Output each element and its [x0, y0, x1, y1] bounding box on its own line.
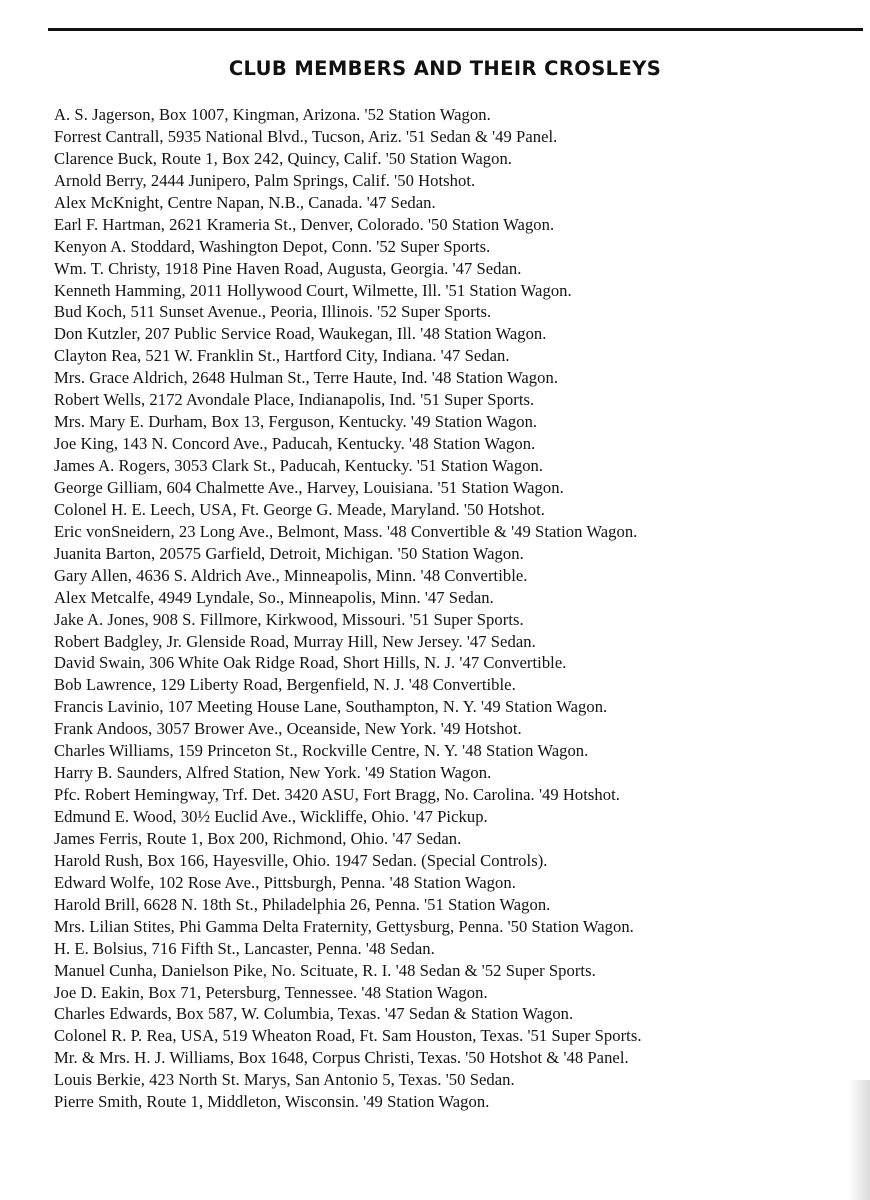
member-entry: Louis Berkie, 423 North St. Marys, San Antonio 5, Texas. '50 Sedan. [54, 1070, 515, 1090]
member-entry: Mrs. Lilian Stites, Phi Gamma Delta Fraternity, Gettysburg, Penna. '50 Station Wagon. [54, 916, 634, 936]
member-entry: Francis Lavinio, 107 Meeting House Lane, Southampton, N. Y. '49 Station Wagon. [54, 697, 608, 717]
member-entry: Frank Andoos, 3057 Brower Ave., Oceanside, New York. '49 Hotshot. [54, 719, 522, 739]
member-entry: Kenyon A. Stoddard, Washington Depot, Conn. '52 Super Sports. [54, 236, 491, 256]
member-entry: Juanita Barton, 20575 Garfield, Detroit, Michigan. '50 Station Wagon. [54, 543, 524, 563]
member-entry: A. S. Jagerson, Box 1007, Kingman, Arizona. '52 Station Wagon. [54, 105, 491, 124]
member-entry: James Ferris, Route 1, Box 200, Richmond, Ohio. '47 Sedan. [54, 828, 462, 848]
member-entry: Mrs. Mary E. Durham, Box 13, Ferguson, Kentucky. '49 Station Wagon. [54, 412, 538, 432]
member-entry: Bob Lawrence, 129 Liberty Road, Bergenfield, N. J. '48 Convertible. [54, 675, 516, 695]
member-entry: Charles Edwards, Box 587, W. Columbia, Texas. '47 Sedan & Station Wagon. [54, 1004, 574, 1024]
member-entry: Arnold Berry, 2444 Junipero, Palm Springs, Calif. '50 Hotshot. [54, 170, 476, 190]
member-entry: Pierre Smith, Route 1, Middleton, Wisconsin. '49 Station Wagon. [54, 1092, 490, 1112]
member-entry: Mr. & Mrs. H. J. Williams, Box 1648, Corpus Christi, Texas. '50 Hotshot & '48 Panel. [54, 1048, 629, 1068]
member-list [54, 104, 864, 1113]
member-entry: Kenneth Hamming, 2011 Hollywood Court, Wilmette, Ill. '51 Station Wagon. [54, 280, 572, 300]
member-entry: Clarence Buck, Route 1, Box 242, Quincy, Calif. '50 Station Wagon. [54, 148, 512, 168]
member-entry: David Swain, 306 White Oak Ridge Road, Short Hills, N. J. '47 Convertible. [54, 653, 567, 673]
member-entry: Charles Williams, 159 Princeton St., Rockville Centre, N. Y. '48 Station Wagon. [54, 741, 589, 761]
member-entry: Edmund E. Wood, 30½ Euclid Ave., Wickliffe, Ohio. '47 Pickup. [54, 807, 488, 826]
member-entry: Jake A. Jones, 908 S. Fillmore, Kirkwood, Missouri. '51 Super Sports. [54, 609, 524, 629]
page-title: CLUB MEMBERS AND THEIR CROSLEYS [228, 57, 662, 80]
member-entry: Wm. T. Christy, 1918 Pine Haven Road, Augusta, Georgia. '47 Sedan. [54, 258, 522, 278]
member-entry: Eric vonSneidern, 23 Long Ave., Belmont, Mass. '48 Convertible & '49 Station Wagon. [54, 521, 638, 541]
member-entry: Bud Koch, 511 Sunset Avenue., Peoria, Illinois. '52 Super Sports. [54, 302, 492, 322]
member-entry: Joe King, 143 N. Concord Ave., Paducah, Kentucky. '48 Station Wagon. [54, 434, 536, 454]
member-entry: Harry B. Saunders, Alfred Station, New York. '49 Station Wagon. [54, 763, 492, 783]
member-entry: Colonel H. E. Leech, USA, Ft. George G. Meade, Maryland. '50 Hotshot. [54, 499, 545, 519]
member-entry: Earl F. Hartman, 2621 Krameria St., Denver, Colorado. '50 Station Wagon. [54, 214, 555, 234]
member-entry: James A. Rogers, 3053 Clark St., Paducah, Kentucky. '51 Station Wagon. [54, 456, 544, 475]
member-entry: Don Kutzler, 207 Public Service Road, Waukegan, Ill. '48 Station Wagon. [54, 324, 547, 344]
member-entry: Mrs. Grace Aldrich, 2648 Hulman St., Terre Haute, Ind. '48 Station Wagon. [54, 368, 559, 388]
member-entry: Harold Rush, Box 166, Hayesville, Ohio. 1947 Sedan. (Special Controls). [54, 850, 548, 870]
member-entry: Robert Wells, 2172 Avondale Place, Indianapolis, Ind. '51 Super Sports. [54, 390, 535, 410]
member-entry: Forrest Cantrall, 5935 National Blvd., Tucson, Ariz. '51 Sedan & '49 Panel. [54, 126, 558, 146]
member-entry: Manuel Cunha, Danielson Pike, No. Scituate, R. I. '48 Sedan & '52 Super Sports. [54, 960, 596, 980]
member-entry: Clayton Rea, 521 W. Franklin St., Hartford City, Indiana. '47 Sedan. [54, 346, 510, 366]
member-entry: Harold Brill, 6628 N. 18th St., Philadelphia 26, Penna. '51 Station Wagon. [54, 894, 551, 914]
top-rule [48, 28, 863, 31]
member-entry: Gary Allen, 4636 S. Aldrich Ave., Minneapolis, Minn. '48 Convertible. [54, 565, 528, 585]
member-entry: Alex Metcalfe, 4949 Lyndale, So., Minneapolis, Minn. '47 Sedan. [54, 587, 494, 607]
member-entry: Pfc. Robert Hemingway, Trf. Det. 3420 ASU, Fort Bragg, No. Carolina. '49 Hotshot. [54, 785, 620, 805]
page-edge-shadow [848, 1080, 870, 1200]
member-entry: Joe D. Eakin, Box 71, Petersburg, Tennessee. '48 Station Wagon. [54, 982, 488, 1002]
member-entry: Robert Badgley, Jr. Glenside Road, Murray Hill, New Jersey. '47 Sedan. [54, 631, 536, 651]
member-entry: George Gilliam, 604 Chalmette Ave., Harvey, Louisiana. '51 Station Wagon. [54, 477, 564, 497]
member-entry: Edward Wolfe, 102 Rose Ave., Pittsburgh, Penna. '48 Station Wagon. [54, 872, 516, 892]
member-entry: H. E. Bolsius, 716 Fifth St., Lancaster, Penna. '48 Sedan. [54, 938, 435, 958]
member-entry: Colonel R. P. Rea, USA, 519 Wheaton Road, Ft. Sam Houston, Texas. '51 Super Sports. [54, 1026, 642, 1046]
member-entry: Alex McKnight, Centre Napan, N.B., Canada. '47 Sedan. [54, 192, 436, 212]
